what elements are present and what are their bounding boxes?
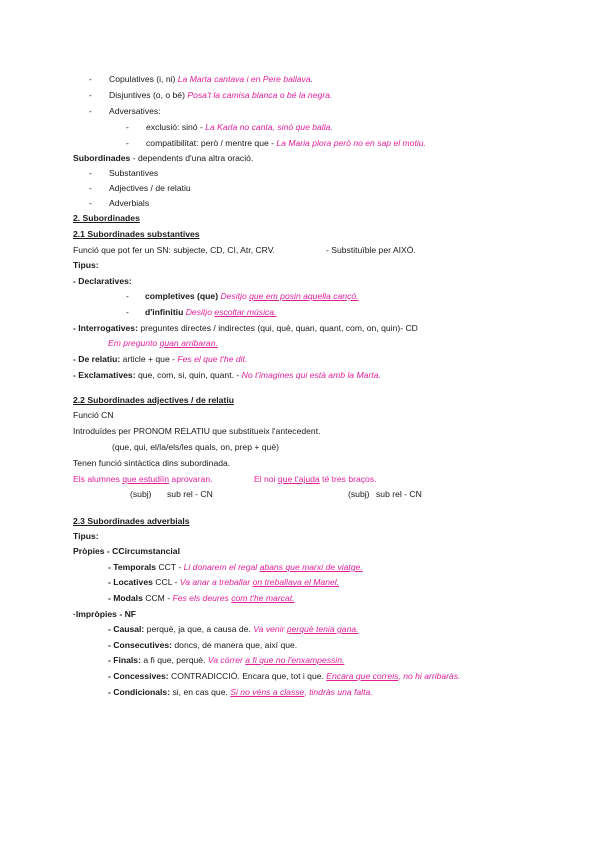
example-underlined: quan arribaran. <box>159 338 218 348</box>
term: - Interrogatives: <box>73 323 138 333</box>
subsection-heading-substantives: 2.1 Subordinades substantives <box>73 229 200 239</box>
relatiu-line <box>73 354 247 365</box>
example-text: Li donarem el regal <box>183 562 260 572</box>
bullet: - <box>89 90 92 100</box>
analysis-label: (subj) <box>130 489 152 499</box>
funcio-sintactica: Tenen funció sintàctica dins subordinada. <box>73 458 231 468</box>
section-heading: 2. Subordinades <box>73 213 140 223</box>
bullet: - <box>89 183 92 193</box>
analysis-label: (subj) <box>348 489 370 499</box>
item-text: Disjuntives (o, o bé) <box>109 90 188 100</box>
bullet: - <box>126 122 129 132</box>
item-text: exclusió: sinó - <box>146 122 206 132</box>
example-text: La Maria plora però no en sap el motiu. <box>276 138 426 148</box>
example-underlined: que t'ajuda <box>277 474 320 484</box>
list-item-adverbials <box>89 198 150 209</box>
example-underlined: que estudiïn <box>122 474 170 484</box>
example-text: La Marta cantava i en Pere ballava. <box>177 74 313 84</box>
definition: CCT - <box>156 562 184 572</box>
example-text: té tres braços. <box>319 474 377 484</box>
term: - Exclamatives: <box>73 370 136 380</box>
list-item-adjectives <box>89 183 191 194</box>
propies-label: Pròpies - CCircumstancial <box>73 546 180 556</box>
example-text: Desitjo <box>218 291 250 301</box>
example-text: No t'imagines qui està amb la Marta. <box>241 370 381 380</box>
term: - Condicionals: <box>108 687 171 697</box>
tipus-label: Tipus: <box>73 260 99 270</box>
example-underlined: on treballava el Manel. <box>252 577 340 587</box>
bullet: - <box>89 106 92 116</box>
term: - Finals: <box>108 655 141 665</box>
introduides-line: Introduïdes per PRONOM RELATIU que substitueix l'antecedent. <box>73 426 321 436</box>
relative-analysis <box>130 489 422 500</box>
term: - Concessives: <box>108 671 169 681</box>
exclamatives-line <box>73 370 381 381</box>
example-text: Posa't la camisa blanca o bé la negra. <box>187 90 333 100</box>
example-underlined: a fi que no l'enxampessin. <box>245 655 345 665</box>
item-text: compatibilitat: però / mentre que - <box>146 138 277 148</box>
definition: article + que - <box>120 354 178 364</box>
item-text: Adverbials <box>109 198 150 208</box>
funcio-line <box>73 245 416 256</box>
interrogatives-line <box>73 323 418 334</box>
subsection-heading-adverbials: 2.3 Subordinades adverbials <box>73 516 190 526</box>
definition: CCL - <box>152 577 180 587</box>
example-underlined: que em posin aquella cançó. <box>249 291 359 301</box>
item-text: Copulatives (i, ni) <box>109 74 178 84</box>
definition: que, com, si, quin, quant. - <box>135 370 242 380</box>
bullet: - <box>126 307 129 317</box>
bullet: - <box>126 291 129 301</box>
term: Subordinades <box>73 153 131 163</box>
declaratives-label: - Declaratives: <box>73 276 132 286</box>
definition: CONTRADICCIÓ. Encara que, tot i que. <box>168 671 327 681</box>
temporals-line <box>108 562 363 573</box>
item-text: Adjectives / de relatiu <box>109 183 191 193</box>
example-text: La Karla no canta, sinó que balla. <box>205 122 333 132</box>
term: - Consecutives: <box>108 640 172 650</box>
example-text: El noi <box>254 474 278 484</box>
example-text: Desitjo <box>183 307 215 317</box>
list-item-copulatives <box>89 74 313 85</box>
impropies-label: ·Impròpies - NF <box>73 609 137 619</box>
finals-line <box>108 655 344 666</box>
interrogatives-example <box>108 338 218 349</box>
definition: - dependents d'una altra oració. <box>130 153 254 163</box>
definition: doncs, de manera que, així que. <box>172 640 298 650</box>
item-text: Substantives <box>109 168 159 178</box>
substituible-text: - Substituïble per AIXÒ. <box>326 245 416 255</box>
example-underlined: com t'he marcat. <box>231 593 295 603</box>
list-item-completives <box>126 291 359 302</box>
term: - Locatives <box>108 577 153 587</box>
analysis-label: sub rel - CN <box>167 489 213 499</box>
list-item-infinitiu <box>126 307 277 318</box>
subordinades-intro <box>73 153 253 164</box>
definition: CCM - <box>142 593 173 603</box>
example-text: aprovaran. <box>169 474 213 484</box>
example-text: Va venir <box>253 624 287 634</box>
item-text: Adversatives: <box>109 106 161 116</box>
example-underlined: Encara que correis <box>326 671 399 681</box>
example-underlined: escoltar música. <box>214 307 277 317</box>
list-item-adversatives <box>89 106 161 117</box>
concessives-line <box>108 671 461 682</box>
example-text: Em pregunto <box>108 338 160 348</box>
modals-line <box>108 593 294 604</box>
relative-examples <box>73 474 377 485</box>
bullet: - <box>89 74 92 84</box>
list-item-compatibilitat <box>126 138 426 149</box>
analysis-label: sub rel - CN <box>376 489 422 499</box>
bullet: - <box>89 198 92 208</box>
example-text: , tindràs una falta. <box>304 687 373 697</box>
term: completives (que) <box>145 291 219 301</box>
bullet: - <box>126 138 129 148</box>
example-text: Fes els deures <box>172 593 232 603</box>
example-underlined: abans que marxi de viatge. <box>259 562 363 572</box>
definition: perquè, ja que, a causa de. <box>144 624 254 634</box>
condicionals-line <box>108 687 373 698</box>
list-item-substantives <box>89 168 159 179</box>
definition: si, en cas que. <box>170 687 231 697</box>
funcio-cn: Funció CN <box>73 410 114 420</box>
definition: a fi que, perquè. <box>140 655 208 665</box>
example-underlined: perquè tenia gana. <box>286 624 359 634</box>
definition: preguntes directes / indirectes (qui, què, quan, quant, com, on, quin)- CD <box>137 323 418 333</box>
term: - Causal: <box>108 624 145 634</box>
causal-line <box>108 624 359 635</box>
funcio-text: Funció que pot fer un SN: subjecte, CD, CI, Atr, CRV. <box>73 245 276 255</box>
example-text: Els alumnes <box>73 474 123 484</box>
relative-pronouns: (que, qui, el/la/els/les quals, on, prep + què) <box>112 442 279 452</box>
example-text: Fes el que t'he dit. <box>177 354 248 364</box>
tipus-label-2: Tipus: <box>73 531 99 541</box>
list-item-exclusio <box>126 122 333 133</box>
example-underlined: Si no véns a classe <box>230 687 305 697</box>
example-text: , no hi arribaràs. <box>398 671 461 681</box>
consecutives-line <box>108 640 297 651</box>
term: d'infinitiu <box>145 307 184 317</box>
term: - Modals <box>108 593 143 603</box>
example-text: Va córrer <box>207 655 246 665</box>
list-item-disjuntives <box>89 90 333 101</box>
locatives-line <box>108 577 339 588</box>
subsection-heading-adjectives: 2.2 Subordinades adjectives / de relatiu <box>73 395 234 405</box>
term: - Temporals <box>108 562 157 572</box>
example-text: Va anar a treballar <box>179 577 253 587</box>
bullet: - <box>89 168 92 178</box>
term: - De relatiu: <box>73 354 121 364</box>
